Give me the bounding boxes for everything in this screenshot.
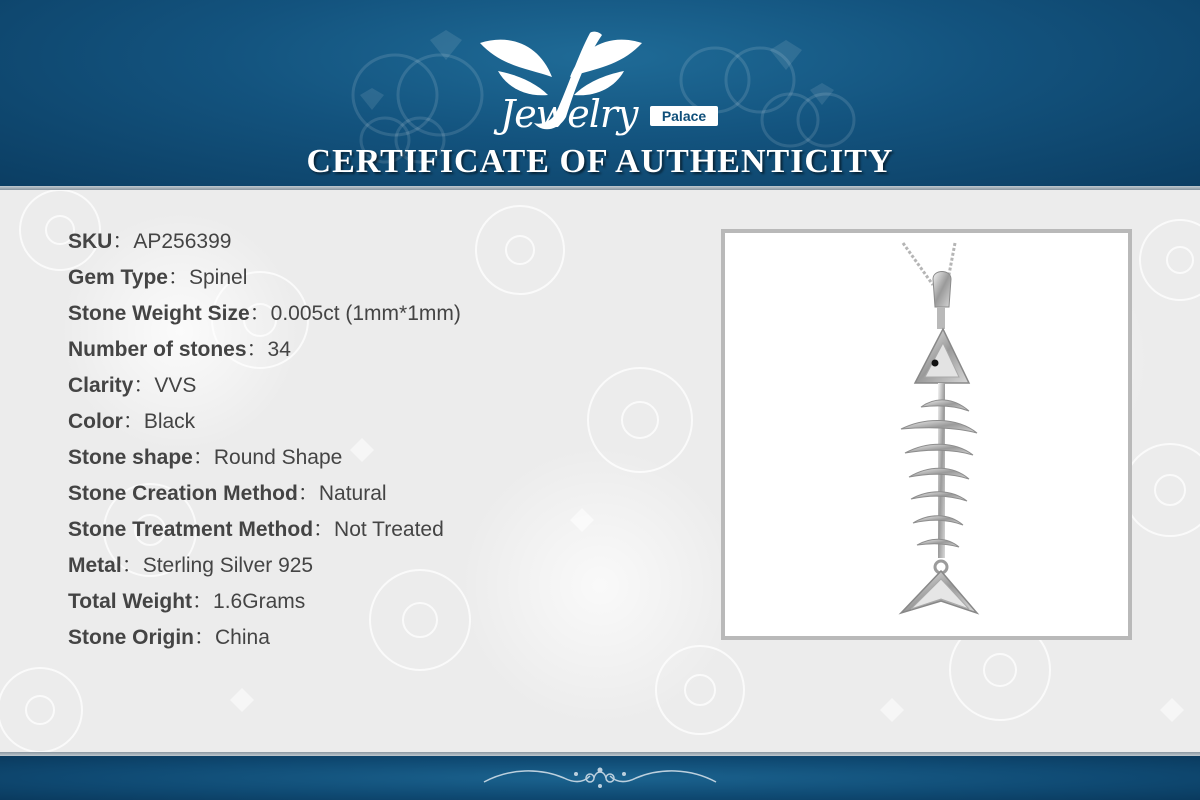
certificate-header [0, 0, 1200, 190]
product-photo [721, 229, 1132, 640]
spec-value: Natural [318, 482, 387, 505]
spec-label: Number of stones [68, 338, 247, 361]
spec-value: Spinel [188, 266, 248, 289]
spec-label: Color [68, 410, 123, 433]
spec-separator: ： [112, 230, 134, 253]
spec-row-total-weight [68, 590, 688, 626]
spec-value: 34 [267, 338, 291, 361]
spec-row-sku [68, 230, 688, 266]
spec-row-creation-method [68, 482, 688, 518]
spec-row-color [68, 410, 688, 446]
spec-value: Not Treated [334, 518, 444, 541]
spec-value: Sterling Silver 925 [142, 554, 314, 577]
spec-value: Round Shape [213, 446, 343, 469]
spec-separator: ： [133, 374, 155, 397]
spec-separator: ： [121, 554, 143, 577]
certificate-body [0, 190, 1200, 755]
spec-separator: ： [194, 626, 215, 649]
spec-list [68, 230, 688, 662]
spec-row-metal [68, 554, 688, 590]
spec-value: 1.6Grams [213, 590, 306, 613]
spec-row-clarity [68, 374, 688, 410]
spec-label: Metal [68, 554, 122, 577]
spec-label: Stone Origin [68, 626, 194, 649]
page-title: CERTIFICATE OF AUTHENTICITY [306, 143, 894, 180]
spec-row-stone-weight [68, 302, 688, 338]
spec-label: Stone shape [68, 446, 193, 469]
logo-wordmark: Jewelry [500, 92, 638, 136]
fishbone-pendant-icon [725, 233, 1128, 636]
spec-row-stone-shape [68, 446, 688, 482]
logo-badge: Palace [650, 106, 718, 126]
spec-separator: ： [192, 446, 214, 469]
spec-label: Stone Treatment Method [68, 518, 314, 541]
spec-label: SKU [68, 230, 113, 253]
spec-label: Gem Type [68, 266, 168, 289]
spec-separator: ： [297, 482, 319, 505]
spec-label: Stone Weight Size [68, 302, 250, 325]
spec-value: 0.005ct (1mm*1mm) [270, 302, 461, 325]
spec-value: AP256399 [133, 230, 232, 253]
spec-label: Clarity [68, 374, 134, 397]
spec-label: Total Weight [68, 590, 193, 613]
spec-value: VVS [154, 374, 197, 397]
spec-value: Black [143, 410, 196, 433]
spec-row-number-of-stones [68, 338, 688, 374]
spec-separator: ： [246, 338, 268, 361]
spec-separator: ： [122, 410, 144, 433]
spec-row-stone-origin [68, 626, 688, 662]
certificate-footer [0, 756, 1200, 800]
spec-label: Stone Creation Method [68, 482, 298, 505]
spec-separator: ： [167, 266, 189, 289]
spec-value: China [215, 626, 270, 649]
spec-separator: ： [192, 590, 214, 613]
spec-separator: ： [249, 302, 271, 325]
flourish-ornament-icon [480, 762, 720, 794]
spec-row-gem-type [68, 266, 688, 302]
spec-row-treatment-method [68, 518, 688, 554]
spec-separator: ： [313, 518, 335, 541]
